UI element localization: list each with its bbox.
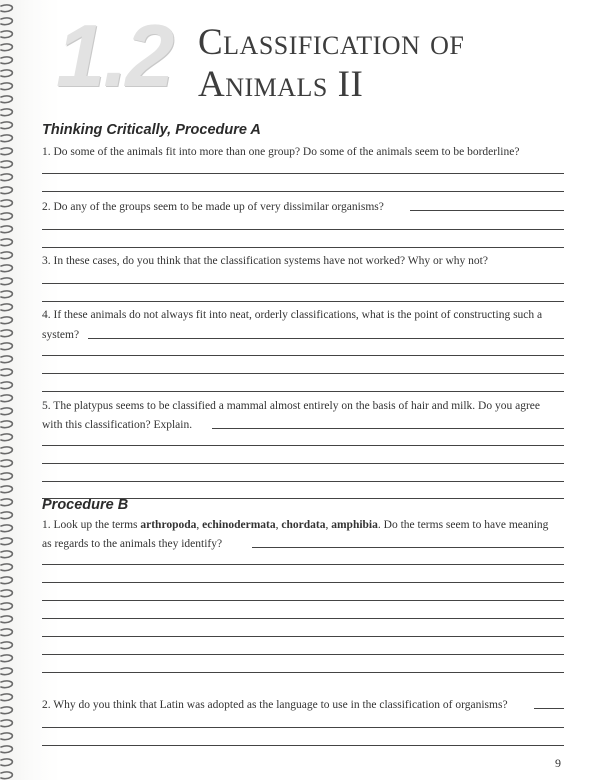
answer-line[interactable] xyxy=(252,547,564,548)
answer-line[interactable] xyxy=(42,636,564,637)
spiral-coil xyxy=(1,200,12,207)
spiral-coil xyxy=(1,187,12,194)
question-a4-line-2: system? xyxy=(42,329,80,341)
answer-line[interactable] xyxy=(42,373,564,374)
answer-line[interactable] xyxy=(42,355,564,356)
spiral-coil xyxy=(1,460,12,467)
question-b1-suffix: . Do the terms seem to have meaning xyxy=(377,519,549,531)
answer-line[interactable] xyxy=(42,191,564,192)
spiral-coil xyxy=(1,304,12,311)
spiral-coil xyxy=(1,5,12,12)
answer-line[interactable] xyxy=(42,283,564,284)
answer-line[interactable] xyxy=(212,428,564,429)
spiral-coil xyxy=(1,148,12,155)
spiral-coil xyxy=(1,44,12,51)
spiral-coil xyxy=(1,473,12,480)
spiral-coil xyxy=(1,18,12,25)
spiral-coil xyxy=(1,239,12,246)
spiral-coil xyxy=(1,538,12,545)
spiral-coil xyxy=(1,746,12,753)
spiral-coil xyxy=(1,330,12,337)
question-a5-line-1: 5. The platypus seems to be classified a mammal almost entirely on the basis of hair and milk. Do you agree xyxy=(42,400,540,412)
spiral-coil xyxy=(1,655,12,662)
answer-line[interactable] xyxy=(42,672,564,673)
spiral-coil xyxy=(1,278,12,285)
term-amphibia: amphibia xyxy=(331,519,378,531)
term-arthropoda: arthropoda xyxy=(140,519,197,531)
page-title xyxy=(198,22,464,106)
spiral-coil xyxy=(1,161,12,168)
page-number: 9 xyxy=(555,756,561,770)
spiral-coil xyxy=(1,707,12,714)
answer-line[interactable] xyxy=(42,582,564,583)
question-a4-line-1: 4. If these animals do not always fit into neat, orderly classifications, what is the point of constructing such a xyxy=(42,309,543,321)
spiral-coil xyxy=(1,109,12,116)
spiral-coil xyxy=(1,681,12,688)
spiral-binding xyxy=(0,0,20,780)
spiral-coil xyxy=(1,486,12,493)
spiral-coil xyxy=(1,603,12,610)
answer-line[interactable] xyxy=(42,564,564,565)
spiral-coil xyxy=(1,720,12,727)
answer-line[interactable] xyxy=(42,247,564,248)
spiral-coil xyxy=(1,512,12,519)
spiral-coil xyxy=(1,733,12,740)
answer-line[interactable] xyxy=(534,708,564,709)
term-separator: , xyxy=(196,519,203,531)
spiral-coil xyxy=(1,356,12,363)
spiral-coil xyxy=(1,70,12,77)
spiral-coil xyxy=(1,343,12,350)
spiral-coil xyxy=(1,135,12,142)
answer-line[interactable] xyxy=(42,229,564,230)
spiral-coil xyxy=(1,31,12,38)
spiral-coil xyxy=(1,265,12,272)
spiral-coil xyxy=(1,564,12,571)
answer-line[interactable] xyxy=(42,727,564,728)
spiral-coil xyxy=(1,57,12,64)
question-a2: 2. Do any of the groups seem to be made up of very dissimilar organisms? xyxy=(42,201,384,213)
spiral-coil xyxy=(1,629,12,636)
spiral-coil xyxy=(1,759,12,766)
term-chordata: chordata xyxy=(281,519,326,531)
lesson-number: 1.2 xyxy=(56,6,173,105)
spiral-coil xyxy=(1,590,12,597)
page-title-line-2: Animals II xyxy=(198,64,364,105)
spiral-coil xyxy=(1,122,12,129)
spiral-coil xyxy=(1,369,12,376)
spiral-coil xyxy=(1,668,12,675)
spiral-coil xyxy=(1,551,12,558)
answer-line[interactable] xyxy=(42,498,564,499)
spiral-coil xyxy=(1,96,12,103)
answer-line[interactable] xyxy=(42,481,564,482)
spiral-coil xyxy=(1,525,12,532)
spiral-coil xyxy=(1,694,12,701)
question-b1-line-1 xyxy=(42,518,564,532)
spiral-coil xyxy=(1,616,12,623)
spiral-coil xyxy=(1,226,12,233)
term-separator: , xyxy=(325,519,332,531)
answer-line[interactable] xyxy=(42,445,564,446)
spiral-coil xyxy=(1,213,12,220)
spiral-coil xyxy=(1,421,12,428)
spiral-coil xyxy=(1,395,12,402)
question-a3: 3. In these cases, do you think that the classification systems have not worked? Why or why not? xyxy=(42,255,488,267)
question-b1-prefix: 1. Look up the terms xyxy=(42,519,141,531)
answer-line[interactable] xyxy=(410,210,564,211)
question-a5-line-2: with this classification? Explain. xyxy=(42,419,193,431)
term-echinodermata: echinodermata xyxy=(202,519,276,531)
answer-line[interactable] xyxy=(42,463,564,464)
question-a1: 1. Do some of the animals fit into more than one group? Do some of the animals seem to be borderline? xyxy=(42,146,520,158)
question-b2: 2. Why do you think that Latin was adopted as the language to use in the classification of organisms? xyxy=(42,699,508,711)
spiral-coil xyxy=(1,317,12,324)
spiral-coil xyxy=(1,382,12,389)
spiral-coil xyxy=(1,252,12,259)
page-title-line-1: Classification of xyxy=(198,22,465,63)
procedure-a-heading: Thinking Critically, Procedure A xyxy=(42,122,261,138)
spiral-coil xyxy=(1,577,12,584)
answer-line[interactable] xyxy=(42,745,564,746)
answer-line[interactable] xyxy=(42,391,564,392)
spiral-coil xyxy=(1,499,12,506)
answer-line[interactable] xyxy=(42,301,564,302)
spiral-coil xyxy=(1,408,12,415)
answer-line[interactable] xyxy=(42,618,564,619)
answer-line[interactable] xyxy=(42,600,564,601)
spiral-coil xyxy=(1,447,12,454)
spiral-coil xyxy=(1,291,12,298)
procedure-b-heading: Procedure B xyxy=(42,497,129,513)
spiral-coil xyxy=(1,174,12,181)
spiral-coil xyxy=(1,642,12,649)
term-separator: , xyxy=(275,519,282,531)
answer-line[interactable] xyxy=(42,654,564,655)
spiral-coil xyxy=(1,772,12,779)
question-b1-line-2: as regards to the animals they identify? xyxy=(42,538,223,550)
spiral-coil xyxy=(1,434,12,441)
answer-line[interactable] xyxy=(88,338,564,339)
spiral-coil xyxy=(1,83,12,90)
answer-line[interactable] xyxy=(42,173,564,174)
